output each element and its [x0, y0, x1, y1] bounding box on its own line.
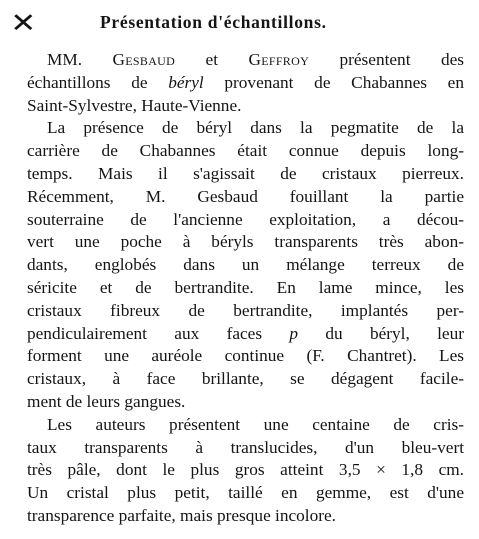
article-body	[27, 49, 464, 528]
text-line: vert une poche à béryls transparents très abon-	[27, 232, 464, 252]
text-line: Un cristal plus petit, taillé en gemme, est d'une	[27, 483, 464, 503]
text-fragment: échantillons de	[27, 72, 169, 92]
face-symbol: p	[289, 323, 299, 343]
text-line: forment une auréole continue (F. Chantret). Les	[27, 346, 464, 366]
text-line: Les auteurs présentent une centaine de cris-	[47, 414, 464, 434]
author-name-geffroy: Geffroy	[248, 50, 310, 69]
text-fragment: du béryl, leur	[298, 323, 464, 343]
text-line: transparence parfaite, mais presque incolore.	[27, 505, 336, 525]
text-line	[27, 323, 464, 346]
section-title: Présentation d'échantillons.	[100, 12, 327, 32]
cross-mark-icon: ✕	[10, 8, 37, 39]
text-line: temps. Mais il s'agissait de cristaux pierreux.	[27, 163, 464, 183]
text-line: ment de leurs gangues.	[27, 391, 186, 411]
author-name-gesbaud: Gesbaud	[112, 50, 176, 69]
paragraph-1	[27, 49, 464, 117]
text-fragment: et	[175, 50, 249, 69]
paragraph-2	[27, 117, 464, 413]
text-line: Récemment, M. Gesbaud fouillant la partie	[27, 186, 464, 206]
text-line	[27, 72, 464, 95]
paragraph-3	[27, 414, 464, 528]
text-line: cristaux fibreux de bertrandite, implantés per-	[27, 300, 464, 320]
text-fragment: MM.	[47, 50, 113, 69]
text-fragment: provenant de Chabannes en	[203, 72, 464, 92]
text-line: carrière de Chabannes était connue depuis long-	[27, 141, 464, 161]
text-fragment: pendiculairement aux faces	[27, 323, 290, 343]
text-line: taux transparents à translucides, d'un bleu-vert	[27, 437, 464, 457]
text-line: dants, englobés dans un mélange terreux de	[27, 255, 464, 275]
text-line: Saint-Sylvestre, Haute-Vienne.	[27, 95, 242, 115]
text-line: séricite et de bertrandite. En lame mince, les	[27, 277, 464, 297]
text-fragment: présentent des	[309, 50, 464, 69]
mineral-name-beryl: béryl	[168, 72, 204, 92]
text-line: cristaux, à face brillante, se dégagent facile-	[27, 369, 464, 389]
text-line: très pâle, dont le plus gros atteint 3,5 × 1,8 cm.	[27, 460, 464, 480]
text-line	[27, 49, 464, 72]
text-line: La présence de béryl dans la pegmatite de la	[47, 118, 464, 138]
text-line: souterraine de l'ancienne exploitation, a décou-	[27, 209, 464, 229]
